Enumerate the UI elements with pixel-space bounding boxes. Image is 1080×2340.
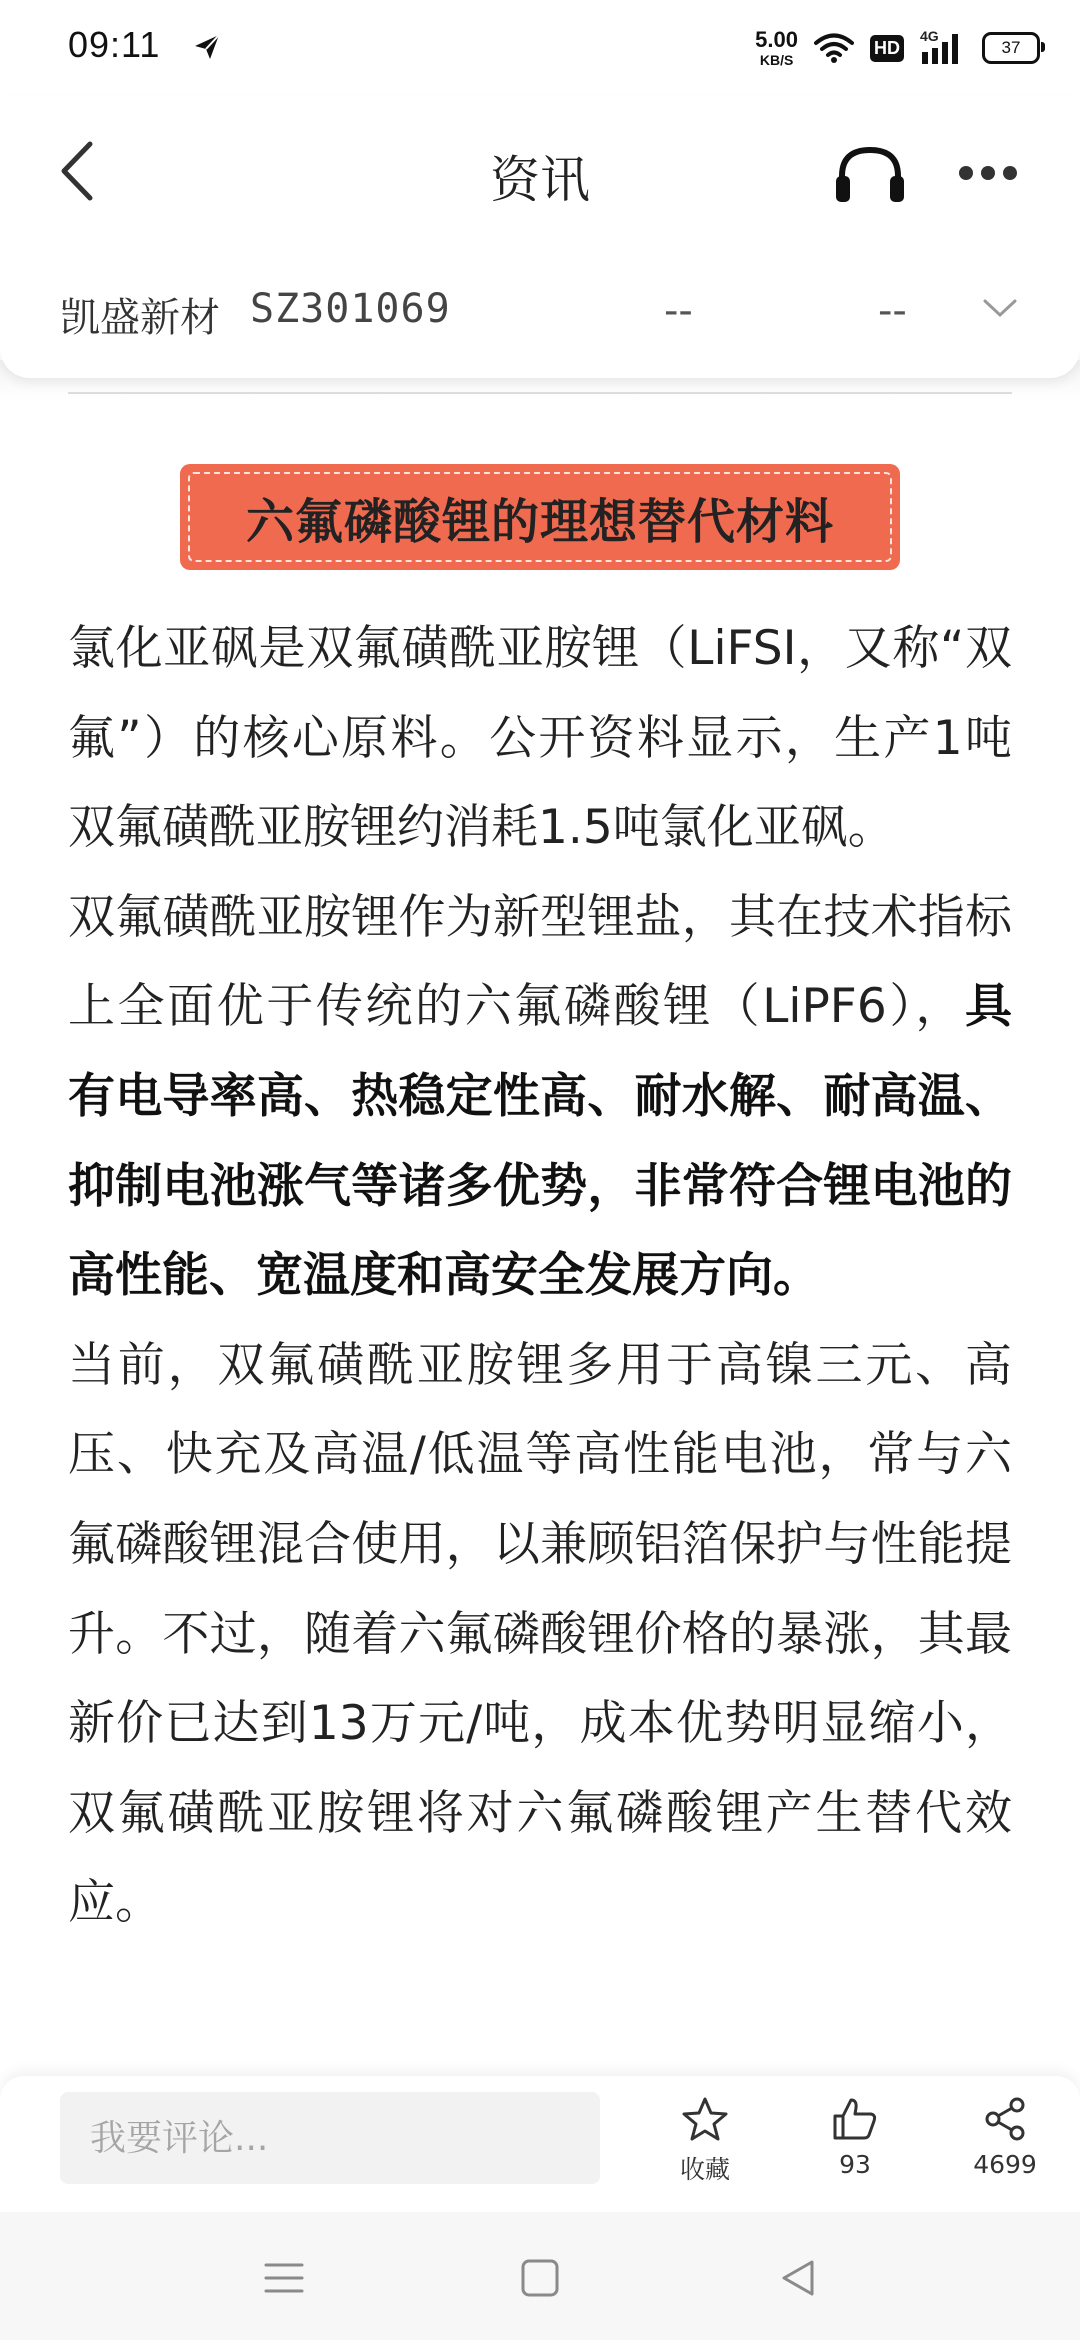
- content-divider: [68, 392, 1012, 394]
- stock-name[interactable]: 凯盛新材: [60, 295, 220, 341]
- stock-change: --: [878, 288, 907, 334]
- section-title: 六氟磷酸锂的理想替代材料: [188, 472, 892, 562]
- like-button[interactable]: [800, 2096, 910, 2179]
- network-speed-value: 5.00: [755, 27, 798, 52]
- chevron-down-icon[interactable]: [982, 296, 1018, 320]
- network-speed: [755, 29, 798, 67]
- wifi-icon: [814, 32, 854, 64]
- headphones-icon[interactable]: [834, 144, 906, 204]
- cellular-signal: [920, 30, 966, 66]
- cellular-type-label: 4G: [920, 28, 939, 44]
- thumbs-up-icon: [831, 2096, 879, 2142]
- more-dots-icon[interactable]: [956, 160, 1020, 186]
- section-title-banner: [180, 464, 900, 570]
- share-icon: [981, 2096, 1029, 2142]
- system-nav-bar: [0, 2212, 1080, 2340]
- stock-price: --: [664, 288, 693, 334]
- paper-plane-notification-icon: [192, 32, 222, 62]
- network-speed-unit: KB/S: [759, 52, 794, 68]
- triangle-back-icon[interactable]: [776, 2256, 820, 2300]
- paragraph-text: 氯化亚砜是双氟磺酰亚胺锂（LiFSI，又称“双氟”）的核心原料。公开资料显示，生产1吨双氟磺酰亚胺锂约消耗1.5吨氯化亚砜。: [68, 621, 1012, 856]
- battery-icon: [982, 32, 1040, 64]
- share-count: 4699: [973, 2150, 1037, 2179]
- app-header: [0, 96, 1080, 378]
- square-home-icon[interactable]: [518, 2256, 562, 2300]
- page-title: 资讯: [490, 151, 590, 209]
- paragraph-text: 当前，双氟磺酰亚胺锂多用于高镍三元、高压、快充及高温/低温等高性能电池，常与六氟磷酸锂混合使用，以兼顾铝箔保护与性能提升。不过，随着六氟磷酸锂价格的暴涨，其最新价已达到13万元/吨，成本优势明显缩小，双氟磺酰亚胺锂将对六氟磷酸锂产生替代效应。: [68, 1337, 1012, 1931]
- stock-code[interactable]: SZ301069: [250, 286, 451, 332]
- status-bar: [0, 0, 1080, 96]
- paragraph-bold-text: 具有电导率高、热稳定性高、耐水解、耐高温、抑制电池涨气等诸多优势，非常符合锂电池的高性能、宽温度和高安全发展方向。: [68, 979, 1012, 1304]
- favorite-label: 收藏: [679, 2155, 730, 2184]
- article-paragraph: [68, 873, 1012, 1321]
- comment-input[interactable]: [60, 2092, 600, 2184]
- like-count: 93: [839, 2150, 871, 2179]
- comment-bar: [0, 2076, 1080, 2212]
- status-indicators: [755, 22, 1040, 74]
- article-paragraph: [68, 604, 1012, 873]
- battery-level: 37: [1001, 38, 1021, 57]
- menu-lines-icon[interactable]: [262, 2256, 306, 2300]
- article-body: [68, 604, 1012, 2070]
- paragraph-text: 双氟磺酰亚胺锂作为新型锂盐，其在技术指标上全面优于传统的六氟磷酸锂（LiPF6），: [68, 889, 1012, 1035]
- share-button[interactable]: [950, 2096, 1060, 2179]
- star-icon: [681, 2096, 729, 2142]
- article-paragraph: [68, 1321, 1012, 1948]
- status-time: 09:11: [68, 24, 161, 65]
- favorite-button[interactable]: [650, 2096, 760, 2186]
- hd-badge: HD: [870, 35, 904, 62]
